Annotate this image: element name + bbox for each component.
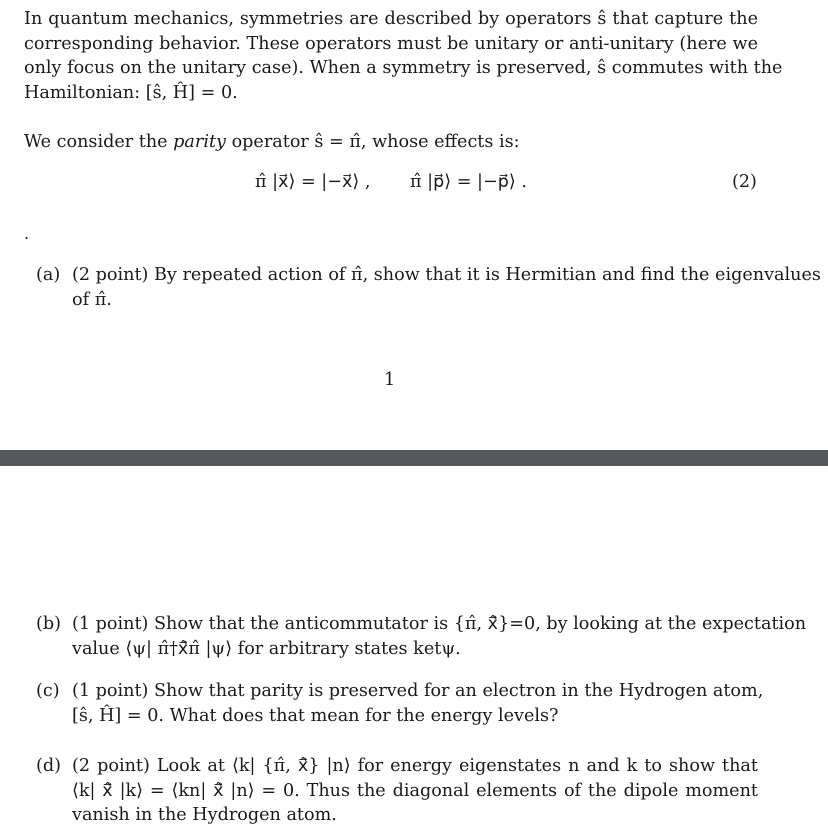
question-a-line: of π̂.	[72, 289, 112, 310]
parity-text-after: operator ŝ = π̂, whose effects is:	[225, 132, 520, 152]
question-c-body	[72, 679, 764, 728]
question-d-body	[72, 754, 758, 828]
equation-momentum: π̂ |p⃗⟩ = |−p⃗⟩ .	[410, 172, 527, 192]
question-c-line: [ŝ, Ĥ] = 0. What does that mean for the energy levels?	[72, 705, 559, 726]
parity-text-before: We consider the	[24, 132, 174, 152]
question-d-line: (2 point) Look at ⟨k| {π̂, x̂⃗} |n⟩ for energy eigenstates n and k to show that	[72, 756, 758, 776]
question-a-body	[72, 263, 821, 312]
intro-paragraph	[24, 7, 783, 105]
intro-line: In quantum mechanics, symmetries are described by operators ŝ that capture the	[24, 9, 758, 29]
question-b-label: (b)	[36, 614, 61, 634]
equation-number: (2)	[732, 172, 757, 192]
parity-emphasis: parity	[173, 132, 226, 152]
question-b-line: value ⟨ψ| π̂†x̂⃗π̂ |ψ⟩ for arbitrary states ketψ.	[72, 638, 461, 659]
question-c-label: (c)	[36, 681, 60, 701]
question-b-body	[72, 612, 807, 661]
question-c-line: (1 point) Show that parity is preserved for an electron in the Hydrogen atom,	[72, 681, 764, 701]
page-number: 1	[384, 370, 396, 390]
question-d-label: (d)	[36, 756, 61, 776]
stray-mark: .	[24, 224, 30, 243]
question-d-line: ⟨k| x̂⃗ |k⟩ = ⟨kn| x̂⃗ |n⟩ = 0. Thus the diagonal elements of the dipole moment	[72, 780, 758, 801]
question-a-line: (2 point) By repeated action of π̂, show that it is Hermitian and find the eigenvalues	[72, 265, 821, 285]
question-a-label: (a)	[36, 265, 61, 285]
intro-line: corresponding behavior. These operators must be unitary or anti-unitary (here we	[24, 33, 758, 54]
intro-line: only focus on the unitary case). When a symmetry is preserved, ŝ commutes with the	[24, 58, 783, 78]
question-b-line: (1 point) Show that the anticommutator is {π̂, x̂⃗}=0, by looking at the expectation	[72, 614, 807, 634]
document-page-2	[0, 466, 828, 832]
parity-paragraph	[24, 130, 758, 155]
page-separator	[0, 450, 828, 466]
question-d-line: vanish in the Hydrogen atom.	[72, 805, 337, 825]
equation-position: π̂ |x⃗⟩ = |−x⃗⟩ ,	[255, 172, 371, 192]
intro-line: Hamiltonian: [ŝ, Ĥ] = 0.	[24, 82, 238, 103]
